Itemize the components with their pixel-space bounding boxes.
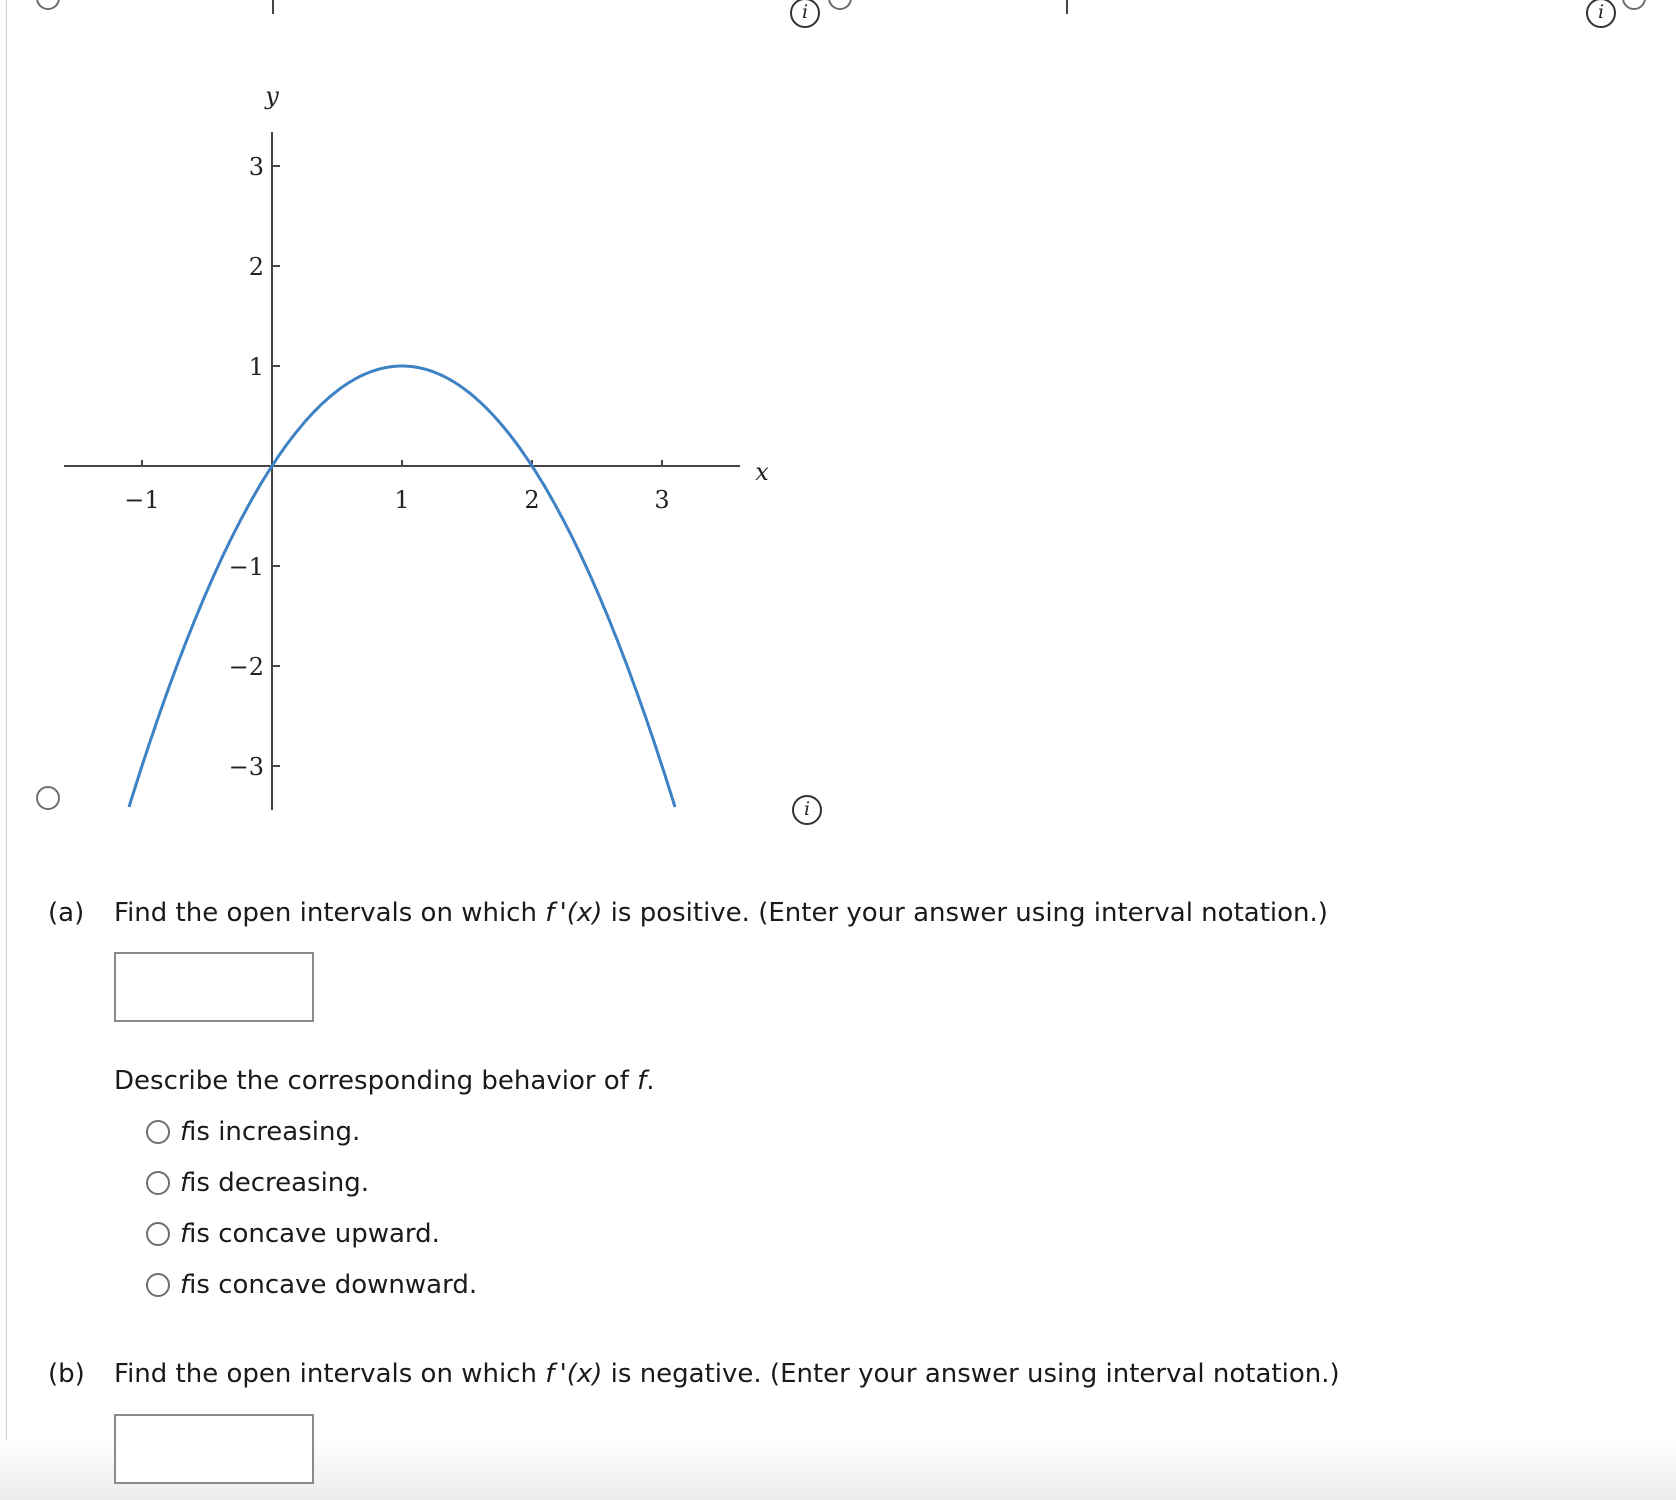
question-a-derivative: f '(x)	[545, 898, 603, 928]
option-f: f	[180, 1168, 190, 1198]
y-tick-label: −1	[228, 553, 264, 581]
question-b-text-1: Find the open intervals on which	[114, 1359, 546, 1389]
y-tick-label: 3	[248, 153, 264, 181]
answer-b-input[interactable]	[114, 1414, 314, 1484]
option-text: is increasing.	[189, 1117, 361, 1147]
x-tick-label: 2	[524, 486, 540, 514]
question-a-text-1: Find the open intervals on which	[114, 898, 546, 928]
function-graph	[0, 60, 780, 820]
option-radio[interactable]	[146, 1273, 170, 1297]
describe-text-2: .	[646, 1066, 655, 1096]
option-radio[interactable]	[146, 1120, 170, 1144]
option-f: f	[180, 1117, 190, 1147]
y-tick-label: −2	[228, 653, 264, 681]
question-b-derivative: f '(x)	[545, 1359, 603, 1389]
option-radio[interactable]	[146, 1171, 170, 1195]
x-tick-label: −1	[124, 486, 160, 514]
function-curve	[129, 366, 675, 807]
question-b-text-2: is negative. (Enter your answer using interval notation.)	[602, 1359, 1340, 1389]
choice-radio-top-right[interactable]	[1622, 0, 1646, 10]
option-f: f	[180, 1270, 190, 1300]
y-tick-label: 1	[248, 353, 264, 381]
x-tick-label: 1	[394, 486, 410, 514]
choice-radio-top-left[interactable]	[36, 0, 60, 10]
question-b-label: (b)	[48, 1359, 85, 1389]
question-a	[48, 898, 1328, 928]
info-icon[interactable]: i	[792, 795, 822, 825]
choice-radio-top-middle[interactable]	[828, 0, 852, 10]
question-a-text-2: is positive. (Enter your answer using interval notation.)	[602, 898, 1328, 928]
option-decreasing[interactable]	[146, 1166, 369, 1200]
option-concave-upward[interactable]	[146, 1217, 440, 1251]
option-f: f	[180, 1219, 190, 1249]
info-icon[interactable]: i	[790, 0, 820, 28]
option-concave-downward[interactable]	[146, 1268, 477, 1302]
question-a-label: (a)	[48, 898, 85, 928]
x-ticks	[124, 460, 669, 514]
option-text: is concave upward.	[189, 1219, 440, 1249]
option-increasing[interactable]	[146, 1115, 360, 1149]
x-axis-label: x	[755, 458, 769, 486]
option-text: is concave downward.	[189, 1270, 478, 1300]
y-axis-label: y	[265, 82, 279, 110]
question-b	[48, 1359, 1340, 1389]
y-tick-label: −3	[228, 753, 264, 781]
describe-text-1: Describe the corresponding behavior of	[114, 1066, 638, 1096]
x-tick-label: 3	[654, 486, 670, 514]
partial-axis-tick	[272, 0, 274, 14]
describe-f: f	[637, 1066, 647, 1096]
y-tick-label: 2	[248, 253, 264, 281]
describe-prompt	[114, 1066, 655, 1096]
option-radio[interactable]	[146, 1222, 170, 1246]
info-icon[interactable]: i	[1586, 0, 1616, 28]
option-text: is decreasing.	[189, 1168, 370, 1198]
answer-a-input[interactable]	[114, 952, 314, 1022]
partial-axis-tick	[1066, 0, 1068, 14]
